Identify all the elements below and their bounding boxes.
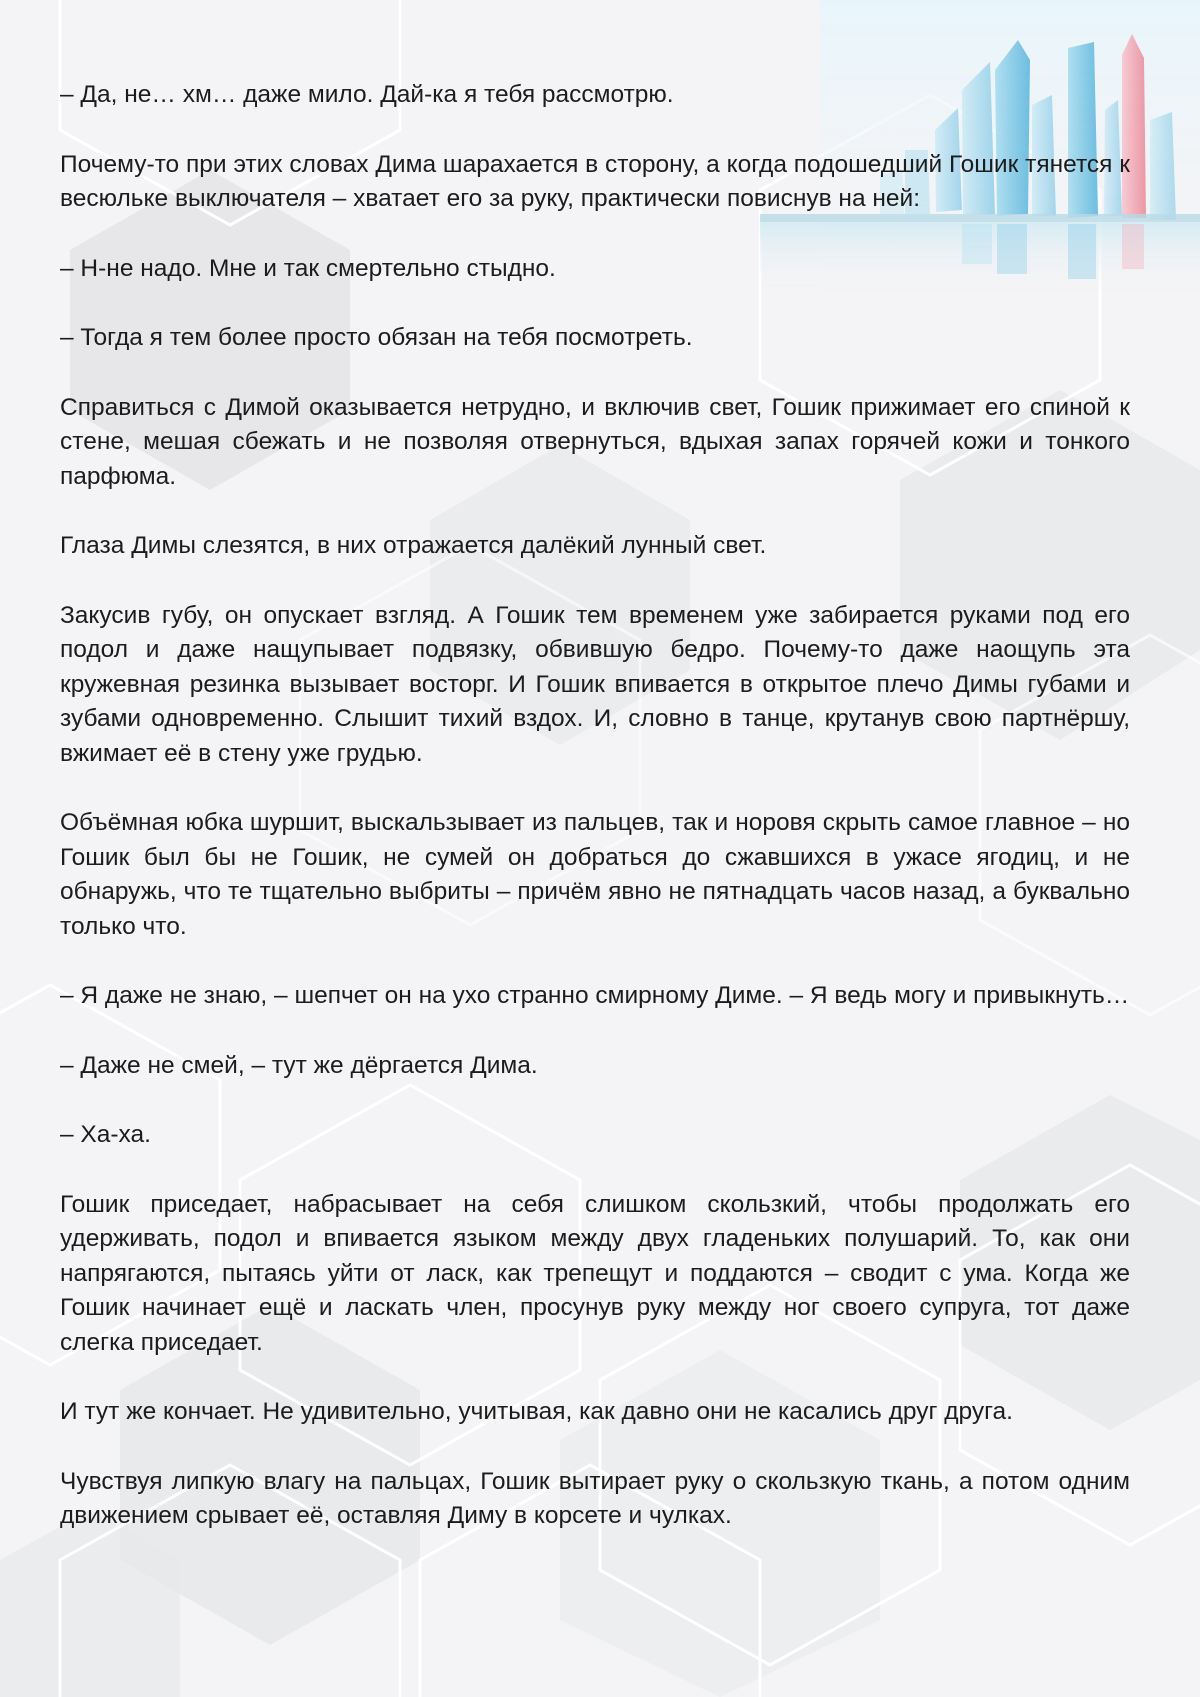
paragraph: – Я даже не знаю, – шепчет он на ухо странно смирному Диме. – Я ведь могу и привыкнуть… (60, 982, 1130, 1009)
paragraph: Чувствуя липкую влагу на пальцах, Гошик вытирает руку о скользкую ткань, а потом одним движением срывает её, оставляя Диму в корсете и чулках. (60, 1467, 1130, 1529)
paragraph: Глаза Димы слезятся, в них отражается далёкий лунный свет. (60, 532, 767, 559)
paragraph: – Ха-ха. (60, 1121, 151, 1148)
paragraph: Объёмная юбка шуршит, выскальзывает из пальцев, так и норовя скрыть самое главное – но Гошик был бы не Гошик, не сумей он добраться до сжавшихся в ужасе ягодиц, и не обнаружь, что те тщательно выбриты – причём явно не пятнадцать часов назад, а буквально только что. (60, 809, 1130, 940)
paragraph: Справиться с Димой оказывается нетрудно, и включив свет, Гошик прижимает его спиной к стене, мешая сбежать и не позволяя отвернуться, вдыхая запах горячей кожи и тонкого парфюма. (60, 393, 1130, 490)
paragraph: – Тогда я тем более просто обязан на тебя посмотреть. (60, 324, 693, 351)
paragraph: – Да, не… хм… даже мило. Дай-ка я тебя рассмотрю. (60, 81, 674, 108)
paragraph: Почему-то при этих словах Дима шарахается в сторону, а когда подошедший Гошик тянется к весюльке выключателя – хватает его за руку, практически повиснув на ней: (60, 150, 1130, 212)
paragraph: Закусив губу, он опускает взгляд. А Гошик тем временем уже забирается руками под его подол и даже нащупывает подвязку, обвившую бедро. Почему-то даже наощупь эта кружевная резинка вызывает восторг. И Гошик впивается в открытое плечо Димы губами и зубами одновременно. Слышит тихий вздох. И, словно в танце, крутанув свою партнёршу, вжимает её в стену уже грудью. (60, 601, 1130, 767)
paragraph: Гошик приседает, набрасывает на себя слишком скользкий, чтобы продолжать его удерживать, подол и впивается языком между двух гладеньких полушарий. То, как они напрягаются, пытаясь уйти от ласк, как трепещут и поддаются – сводит с ума. Когда же Гошик начинает ещё и ласкать член, просунув руку между ног своего супруга, тот даже слегка приседает. (60, 1190, 1130, 1356)
paragraph: – Н-не надо. Мне и так смертельно стыдно. (60, 254, 556, 282)
paragraph: – Даже не смей, – тут же дёргается Дима. (60, 1051, 538, 1079)
story-text (60, 78, 1130, 1569)
paragraph: И тут же кончает. Не удивительно, учитывая, как давно они не касались друг друга. (60, 1398, 1013, 1425)
